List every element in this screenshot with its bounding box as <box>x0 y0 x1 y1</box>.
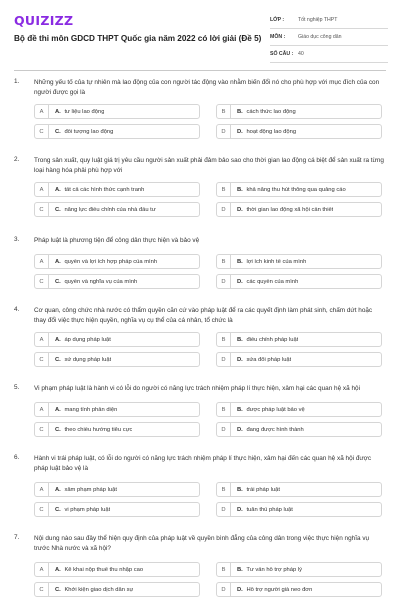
question-number: 7. <box>14 534 20 541</box>
option-key: A. <box>55 486 61 493</box>
option-d[interactable] <box>216 202 382 217</box>
option-a[interactable] <box>34 332 200 347</box>
option-letter: C <box>35 203 49 216</box>
option-label: theo chiều hướng tiêu cực <box>64 426 133 433</box>
option-label: Khởi kiện giao dịch dân sự <box>64 586 134 593</box>
option-d[interactable] <box>216 422 382 437</box>
option-label: sử dụng pháp luật <box>64 356 112 363</box>
option-key: D. <box>237 356 243 363</box>
option-b[interactable] <box>216 562 382 577</box>
meta-label: SỐ CÂU : <box>270 51 294 57</box>
option-letter: B <box>217 105 231 118</box>
option-label: vi phạm pháp luật <box>64 506 111 513</box>
option-letter: B <box>217 255 231 268</box>
option-letter: C <box>35 503 49 516</box>
option-letter: C <box>35 353 49 366</box>
option-letter: D <box>217 583 231 596</box>
option-letter: D <box>217 125 231 138</box>
meta-value: Giáo dục công dân <box>298 34 342 40</box>
option-label: tất cả các hình thức cạnh tranh <box>64 186 145 193</box>
question-number: 5. <box>14 384 20 391</box>
option-letter: C <box>35 423 49 436</box>
option-c[interactable] <box>34 502 200 517</box>
option-label: điều chỉnh pháp luật <box>246 336 299 343</box>
option-letter: A <box>35 403 49 416</box>
option-a[interactable] <box>34 562 200 577</box>
option-b[interactable] <box>216 482 382 497</box>
option-key: A. <box>55 258 61 265</box>
option-c[interactable] <box>34 352 200 367</box>
option-key: A. <box>55 336 61 343</box>
question-text: Cơ quan, công chức nhà nước có thẩm quyền căn cứ vào pháp luật để ra các quyết định làm phát sinh, chấm dứt hoặc thay đổi việc thực hiện quyền, nghĩa vụ cụ thể của cá nhân, tổ chức là <box>34 307 373 324</box>
option-key: D. <box>237 278 243 285</box>
option-letter: A <box>35 483 49 496</box>
option-letter: A <box>35 563 49 576</box>
option-letter: D <box>217 353 231 366</box>
question-text: Những yếu tố của tự nhiên mà lao động của con người tác động vào nhằm biến đổi nó cho phù hợp với mục đích của con người được gọi là <box>34 79 380 96</box>
option-letter: B <box>217 563 231 576</box>
question-text: Pháp luật là phương tiện để công dân thực hiện và bảo vệ <box>34 237 200 244</box>
option-label: quyền và lợi ích hợp pháp của mình <box>64 258 158 265</box>
option-label: năng lực điều chỉnh của nhà đầu tư <box>64 206 156 213</box>
option-letter: B <box>217 183 231 196</box>
worksheet-header <box>0 0 400 70</box>
option-label: hoạt động lao động <box>246 128 297 135</box>
option-key: D. <box>237 128 243 135</box>
meta-label: LỚP : <box>270 17 285 23</box>
meta-label: MÔN : <box>270 34 286 40</box>
option-d[interactable] <box>216 274 382 289</box>
option-label: cách thức lao động <box>246 108 296 115</box>
option-b[interactable] <box>216 332 382 347</box>
option-label: đang được hình thành <box>246 426 304 433</box>
worksheet-title: Bộ đề thi môn GDCD THPT Quốc gia năm 2022 có lời giải (Đề 5) <box>14 34 262 43</box>
option-key: D. <box>237 206 243 213</box>
question-text: Trong sản xuất, quy luật giá trị yêu cầu người sản xuất phải đảm bảo sao cho thời gian lao động cá biệt để sản xuất ra từng loại hàng hóa phải phù hợp với <box>34 157 384 174</box>
option-letter: A <box>35 183 49 196</box>
worksheet-meta <box>270 12 388 63</box>
meta-row-subject <box>270 29 388 46</box>
question-number: 3. <box>14 236 20 243</box>
option-label: trái pháp luật <box>246 486 280 493</box>
option-key: D. <box>237 426 243 433</box>
option-d[interactable] <box>216 582 382 597</box>
option-key: C. <box>55 586 61 593</box>
meta-value: Tốt nghiệp THPT <box>298 17 338 23</box>
option-key: A. <box>55 186 61 193</box>
option-letter: D <box>217 423 231 436</box>
option-key: A. <box>55 566 61 573</box>
question-text: Vi phạm pháp luật là hành vi có lỗi do người có năng lực trách nhiệm pháp lí thực hiện, xâm hại các quan hệ xã hội <box>34 385 360 392</box>
option-key: D. <box>237 506 243 513</box>
option-key: C. <box>55 206 61 213</box>
option-key: B. <box>237 186 243 193</box>
option-label: tư liệu lao động <box>64 108 105 115</box>
option-a[interactable] <box>34 402 200 417</box>
question-number: 1. <box>14 78 20 85</box>
option-label: Tư vấn hỗ trợ pháp lý <box>246 566 303 573</box>
option-d[interactable] <box>216 124 382 139</box>
option-a[interactable] <box>34 254 200 269</box>
question-number: 4. <box>14 306 20 313</box>
option-b[interactable] <box>216 182 382 197</box>
option-letter: B <box>217 483 231 496</box>
option-b[interactable] <box>216 104 382 119</box>
option-d[interactable] <box>216 502 382 517</box>
meta-row-class <box>270 12 388 29</box>
header-divider <box>14 70 386 71</box>
question-number: 6. <box>14 454 20 461</box>
option-label: Hỗ trợ người già neo đơn <box>246 586 313 593</box>
option-label: mang tính phản diện <box>64 406 118 413</box>
option-label: đối tượng lao động <box>64 128 114 135</box>
option-letter: A <box>35 333 49 346</box>
option-letter: B <box>217 403 231 416</box>
option-label: lợi ích kinh tế của mình <box>246 258 307 265</box>
option-label: áp dụng pháp luật <box>64 336 111 343</box>
meta-value: 40 <box>298 51 304 57</box>
option-c[interactable] <box>34 582 200 597</box>
option-key: A. <box>55 108 61 115</box>
option-label: được pháp luật bảo vệ <box>246 406 305 413</box>
option-key: B. <box>237 406 243 413</box>
option-key: B. <box>237 486 243 493</box>
option-key: C. <box>55 128 61 135</box>
option-key: B. <box>237 336 243 343</box>
option-letter: D <box>217 275 231 288</box>
question-text: Hành vi trái pháp luật, có lỗi do người có năng lực trách nhiệm pháp lí thực hiện, xâm hại đến các quan hệ xã hội được pháp luật bảo vệ là <box>34 455 372 472</box>
option-label: khả năng thu hút thông qua quảng cáo <box>246 186 346 193</box>
question-text: Nội dung nào sau đây thể hiện quy định của pháp luật về quyền bình đẳng của công dân trong việc thực hiện nghĩa vụ trước Nhà nước và xã hội? <box>34 535 370 552</box>
option-label: các quyền của mình <box>246 278 299 285</box>
option-label: Kê khai nộp thuế thu nhập cao <box>64 566 144 573</box>
option-letter: C <box>35 125 49 138</box>
option-key: C. <box>55 356 61 363</box>
quizizz-logo: QUIZIZZ <box>14 13 74 28</box>
option-a[interactable] <box>34 182 200 197</box>
option-label: thời gian lao động xã hội cần thiết <box>246 206 334 213</box>
option-key: C. <box>55 278 61 285</box>
question-number: 2. <box>14 156 20 163</box>
option-key: D. <box>237 586 243 593</box>
option-c[interactable] <box>34 124 200 139</box>
option-label: tuân thủ pháp luật <box>246 506 293 513</box>
option-letter: D <box>217 503 231 516</box>
option-letter: D <box>217 203 231 216</box>
meta-row-question-count <box>270 46 388 63</box>
option-label: quyền và nghĩa vụ của mình <box>64 278 138 285</box>
option-d[interactable] <box>216 352 382 367</box>
option-key: B. <box>237 566 243 573</box>
option-key: C. <box>55 506 61 513</box>
option-key: C. <box>55 426 61 433</box>
option-key: B. <box>237 108 243 115</box>
option-label: sửa đổi pháp luật <box>246 356 292 363</box>
option-a[interactable] <box>34 482 200 497</box>
option-key: B. <box>237 258 243 265</box>
option-c[interactable] <box>34 202 200 217</box>
option-c[interactable] <box>34 274 200 289</box>
option-b[interactable] <box>216 402 382 417</box>
option-letter: C <box>35 583 49 596</box>
option-letter: A <box>35 105 49 118</box>
option-label: xâm phạm pháp luật <box>64 486 117 493</box>
option-a[interactable] <box>34 104 200 119</box>
option-letter: B <box>217 333 231 346</box>
option-key: A. <box>55 406 61 413</box>
option-letter: A <box>35 255 49 268</box>
option-b[interactable] <box>216 254 382 269</box>
option-letter: C <box>35 275 49 288</box>
option-c[interactable] <box>34 422 200 437</box>
